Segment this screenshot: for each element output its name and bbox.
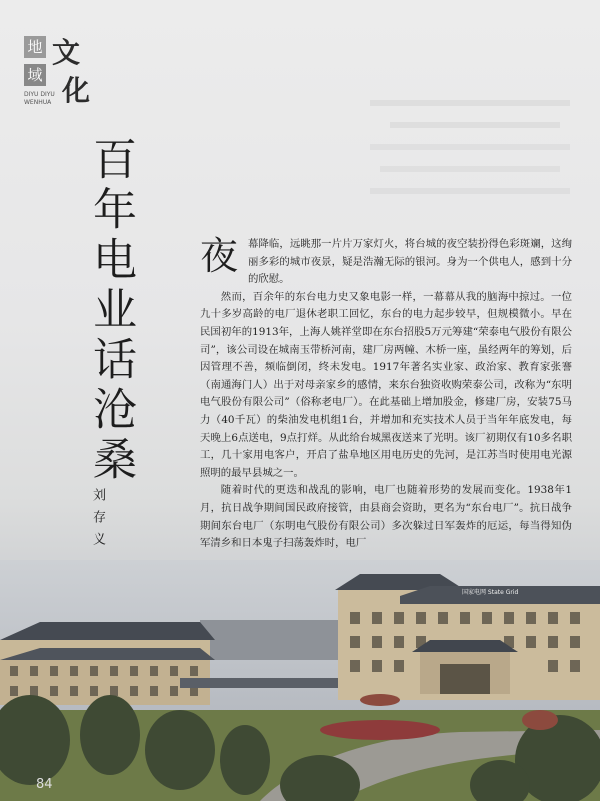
bleed-through-texture <box>360 92 590 222</box>
column-tag-char-2: 域 <box>24 64 46 86</box>
column-tag <box>24 36 94 116</box>
building-sign: 国家电网 State Grid <box>462 589 519 596</box>
paragraph-1: 幕降临，远眺那一片片万家灯火，将台城的夜空装扮得色彩斑斓，这绚丽多彩的城市夜景，疑是浩瀚无际的银河。身为一个供电人，感到十分的欣慰。 <box>248 238 572 286</box>
bleed-through-lines <box>360 92 590 222</box>
left-building <box>0 622 215 705</box>
covered-walkway <box>180 678 350 688</box>
power-company-campus-photo <box>0 560 600 801</box>
article-title: 百年电业话沧桑 <box>85 136 136 486</box>
article-body <box>200 236 572 553</box>
paragraph-3: 随着时代的更迭和战乱的影响，电厂也随着形势的发展而变化。1938年1月，抗日战争期间国民政府接管，由县商会资助，更名为“东台电厂”。抗日战争期间东台电厂（东明电气股份有限公司）多次躲过日军轰炸的厄运，每当得知伪军清乡和日本鬼子扫荡轰炸时，电厂 <box>200 484 572 550</box>
column-tag-pinyin: DIYU DIYU WENHUA <box>24 91 55 106</box>
column-tag-char-4: 化 <box>62 74 91 107</box>
paragraph-2: 然而，百余年的东台电力史又象电影一样，一幕幕从我的脑海中掠过。一位九十多岁高龄的电厂退休老职工回忆，东台的电力起步较早，但规模微小。早在民国初年的1913年，上海人姚祥堂即在东台招股5万元筹建“荣泰电气股份有限公司”，该公司设在城南玉带桥河南，建厂房两幢、木桥一座，虽经两年的筹划，后因管理不善，频临倒闭，终未发电。1917年著名实业家、政治家、教育家张謇（南通海门人）出于对母亲家乡的感情，来东台独资收购荣泰公司，改称为“东明电气股份有限公司”（俗称老电厂）。在此基础上增加股金，修建厂房，安装75马力（40千瓦）的柴油发电机组1台，并增加和充实技术人员于当年年底发电，每天晚上6点送电，9点打烊。从此给台城黑夜送来了光明。该厂初期仅有10多名职工，几十家用电客户，开启了盐阜地区用电历史的先河，是江苏当时使用电光源照明的最早县城之一。 <box>200 290 572 479</box>
flower-bed <box>320 720 440 740</box>
article-author: 刘存义 <box>90 488 105 554</box>
drop-cap: 夜 <box>200 234 239 278</box>
column-tag-char-1: 地 <box>24 36 46 58</box>
main-building <box>335 574 600 700</box>
distant-buildings <box>200 620 340 660</box>
column-tag-char-3: 文 <box>52 36 81 69</box>
page-number: 84 <box>36 777 53 792</box>
